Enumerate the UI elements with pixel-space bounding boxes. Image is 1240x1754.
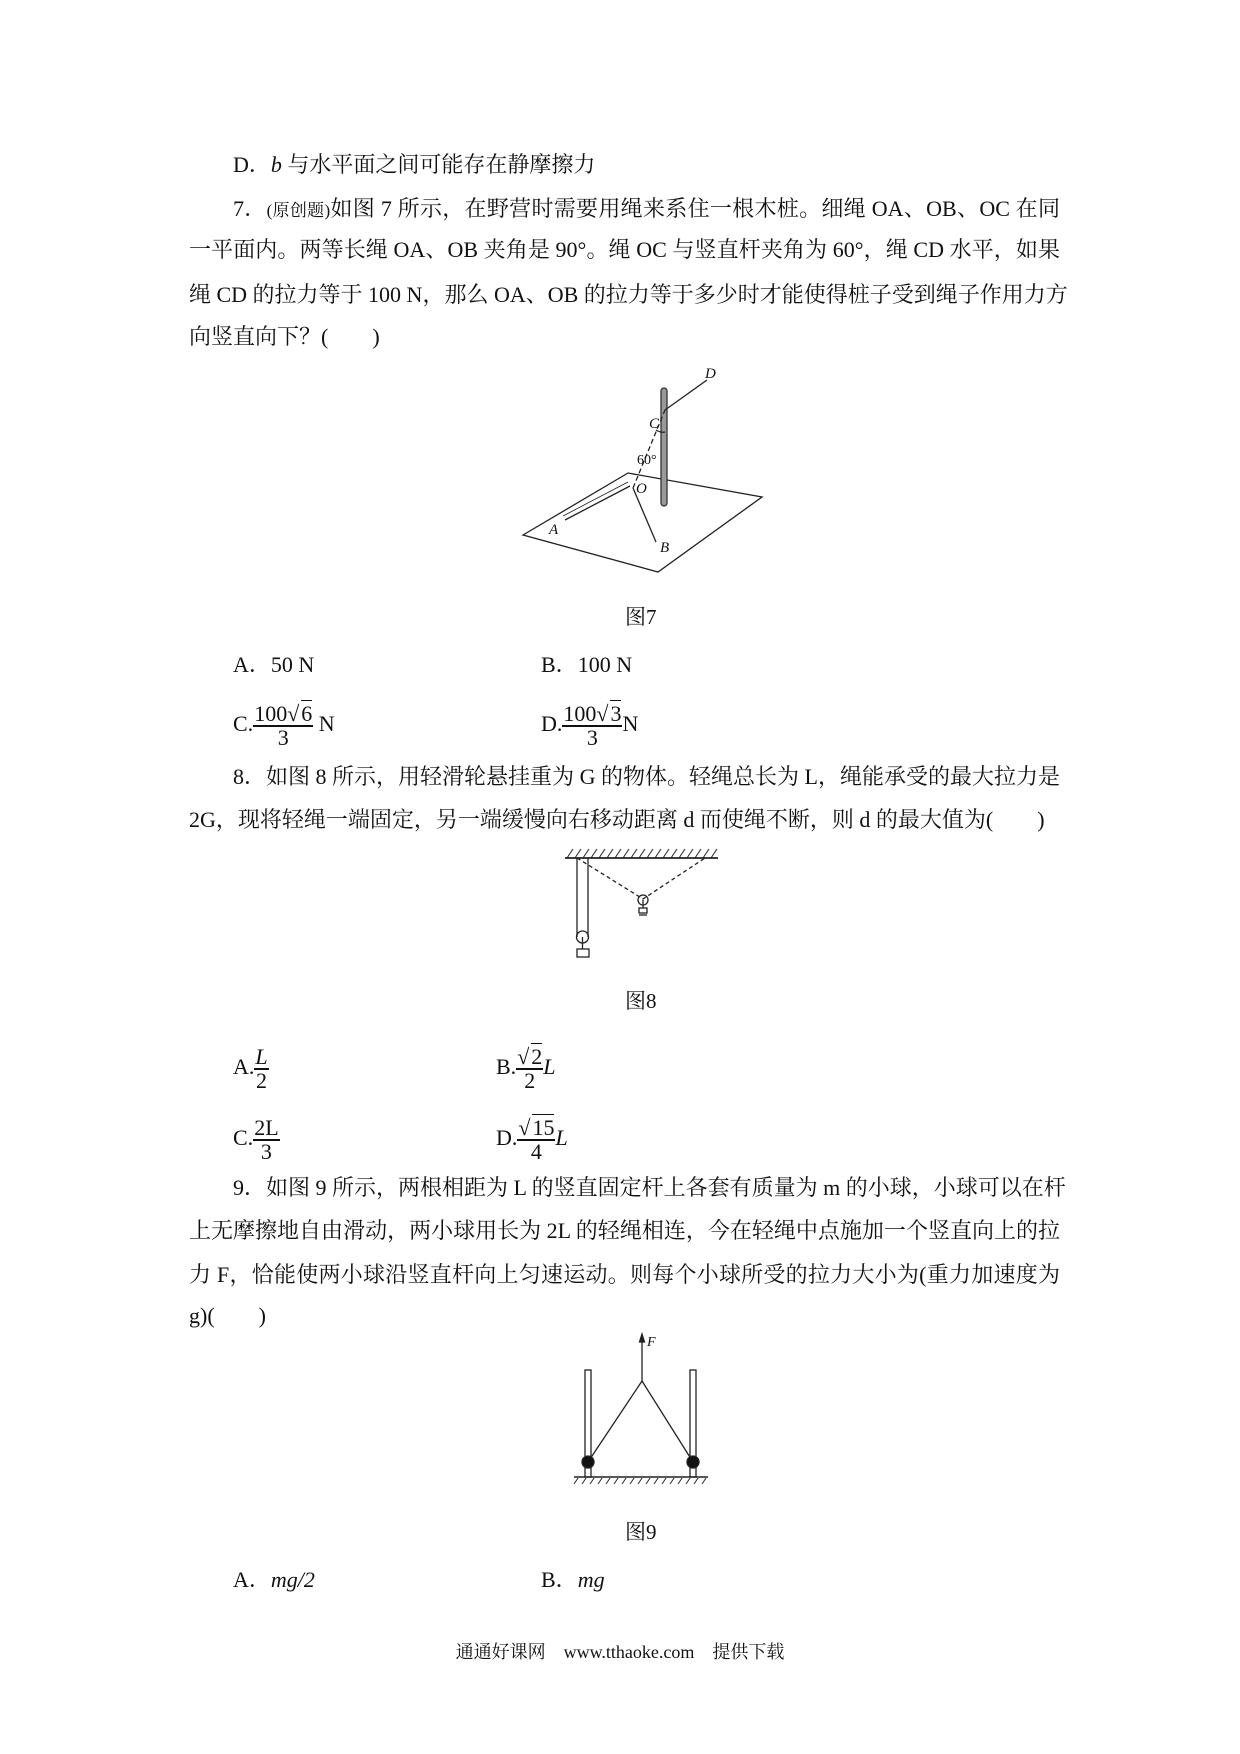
figure-7-caption: 图7: [625, 605, 657, 629]
option-label: D．: [233, 152, 271, 177]
q7-line-2: 一平面内。两等长绳 OA、OB 夹角是 90°。绳 OC 与竖直杆夹角为 60°，绳 CD 水平，如果: [189, 237, 1060, 262]
figure-9: [574, 1334, 708, 1484]
variable: b: [270, 152, 282, 177]
label-d: D: [705, 366, 716, 382]
option-text: 50 N: [270, 652, 315, 677]
q7-option-c: [233, 703, 335, 749]
radicand: 2: [531, 1044, 543, 1069]
question-number: 7．: [233, 196, 267, 221]
q7-line-1: [233, 195, 1060, 225]
q8-line-1: 8．如图 8 所示，用轻滑轮悬挂重为 G 的物体。轻绳总长为 L，绳能承受的最大拉力是: [233, 764, 1060, 789]
pulley-right: [638, 895, 648, 905]
question-tag: (原创题): [266, 201, 331, 220]
question-text: 如图 7 所示，在野营时需要用绳来系住一根木桩。细绳 OA、OB、OC 在同: [330, 196, 1060, 221]
pole-left: [585, 1370, 591, 1477]
figure-9-caption: 图9: [625, 1520, 657, 1544]
unit: N: [318, 711, 335, 737]
numerator: 100: [254, 701, 288, 726]
label-c: C: [649, 416, 660, 432]
label-f: F: [647, 1335, 656, 1350]
option-label: C.: [233, 1125, 254, 1151]
option-text: 与水平面之间可能存在静摩擦力: [287, 152, 596, 177]
denominator: 2: [524, 1068, 536, 1093]
q9-line-1: 9．如图 9 所示，两根相距为 L 的竖直固定杆上各套有质量为 m 的小球，小球可以在杆: [233, 1175, 1066, 1200]
variable: L: [555, 1125, 568, 1151]
numerator: 100: [563, 701, 597, 726]
option-label: A.: [233, 1054, 255, 1080]
denominator: 3: [260, 1139, 272, 1164]
denominator: 4: [530, 1139, 542, 1164]
fraction: [254, 1046, 268, 1092]
figure-8: [565, 849, 718, 957]
denominator: 3: [586, 725, 598, 750]
option-label: D.: [541, 711, 563, 737]
q9-line-3: 力 F，恰能使两小球沿竖直杆向上匀速运动。则每个小球所受的拉力大小为(重力加速度为: [189, 1262, 1060, 1287]
q7-line-4: 向竖直向下？( ): [189, 324, 380, 349]
option-text: mg: [577, 1567, 605, 1592]
figure-8-caption: 图8: [625, 989, 657, 1013]
pulley-left: [577, 931, 589, 943]
numerator: L: [255, 1044, 268, 1069]
denominator: 2: [256, 1068, 268, 1093]
option-label: A．: [233, 652, 271, 677]
q7-option-a: [233, 651, 314, 679]
ball-left: [582, 1456, 594, 1468]
option-label: B．: [541, 652, 578, 677]
option-text: mg/2: [270, 1567, 315, 1592]
radicand: 3: [610, 701, 622, 726]
figure-7: [523, 380, 762, 572]
vertical-pole: [661, 388, 667, 506]
rope-cd: [665, 380, 707, 410]
option-label: C.: [233, 711, 254, 737]
rope-oc: [633, 410, 665, 488]
q9-option-b: [541, 1566, 605, 1594]
label-angle: 60°: [637, 453, 657, 468]
fraction: $\frac{√15}{4}$: [518, 1115, 555, 1164]
q9-line-2: 上无摩擦地自由滑动，两小球用长为 2L 的轻绳相连，今在轻绳中点施加一个竖直向上的拉: [189, 1218, 1060, 1243]
unit: N: [622, 711, 639, 737]
ceiling-hatch: [567, 849, 717, 858]
pole-right: [690, 1370, 696, 1477]
radicand: 6: [301, 701, 313, 726]
rope-dashed: [577, 858, 705, 899]
q7-option-d: [541, 703, 638, 749]
q8-option-b: [496, 1046, 556, 1092]
q8-line-2: 2G，现将轻绳一端固定，另一端缓慢向右移动距离 d 而使绳不断，则 d 的最大值为( ): [189, 807, 1045, 832]
option-text: 100 N: [577, 652, 633, 677]
ground-plane: [523, 473, 762, 572]
option-label: B.: [496, 1054, 517, 1080]
label-o: O: [636, 481, 647, 497]
weight-left: [577, 949, 589, 957]
radicand: 15: [532, 1115, 555, 1140]
q8-option-a: [233, 1046, 269, 1092]
denominator: 3: [277, 725, 289, 750]
previous-option-d: [233, 151, 595, 179]
q8-option-c: [233, 1117, 280, 1163]
variable: L: [543, 1054, 556, 1080]
q7-option-b: [541, 651, 632, 679]
fraction: [253, 1117, 279, 1163]
fraction: $\frac{100√3}{3}$: [563, 701, 622, 750]
ball-right: [687, 1456, 699, 1468]
option-label: A．: [233, 1567, 271, 1592]
page-footer: 通通好课网 www.tthaoke.com 提供下载: [455, 1642, 785, 1662]
rope-ob: [633, 488, 656, 542]
q7-line-3: 绳 CD 的拉力等于 100 N，那么 OA、OB 的拉力等于多少时才能使得桩子受到绳子作用力方: [189, 282, 1068, 307]
fraction: $\frac{100√6}{3}$: [254, 701, 313, 750]
label-b: B: [660, 540, 670, 556]
option-label: B．: [541, 1567, 578, 1592]
rope: [588, 1381, 693, 1462]
option-label: D.: [496, 1125, 518, 1151]
fraction: $\frac{√2}{2}$: [517, 1044, 543, 1093]
q9-line-4: g)( ): [189, 1303, 266, 1328]
q8-option-d: [496, 1117, 568, 1163]
q9-option-a: [233, 1566, 315, 1594]
rope-oa: [565, 486, 630, 520]
label-a: A: [549, 522, 559, 538]
numerator: 2L: [254, 1115, 279, 1140]
